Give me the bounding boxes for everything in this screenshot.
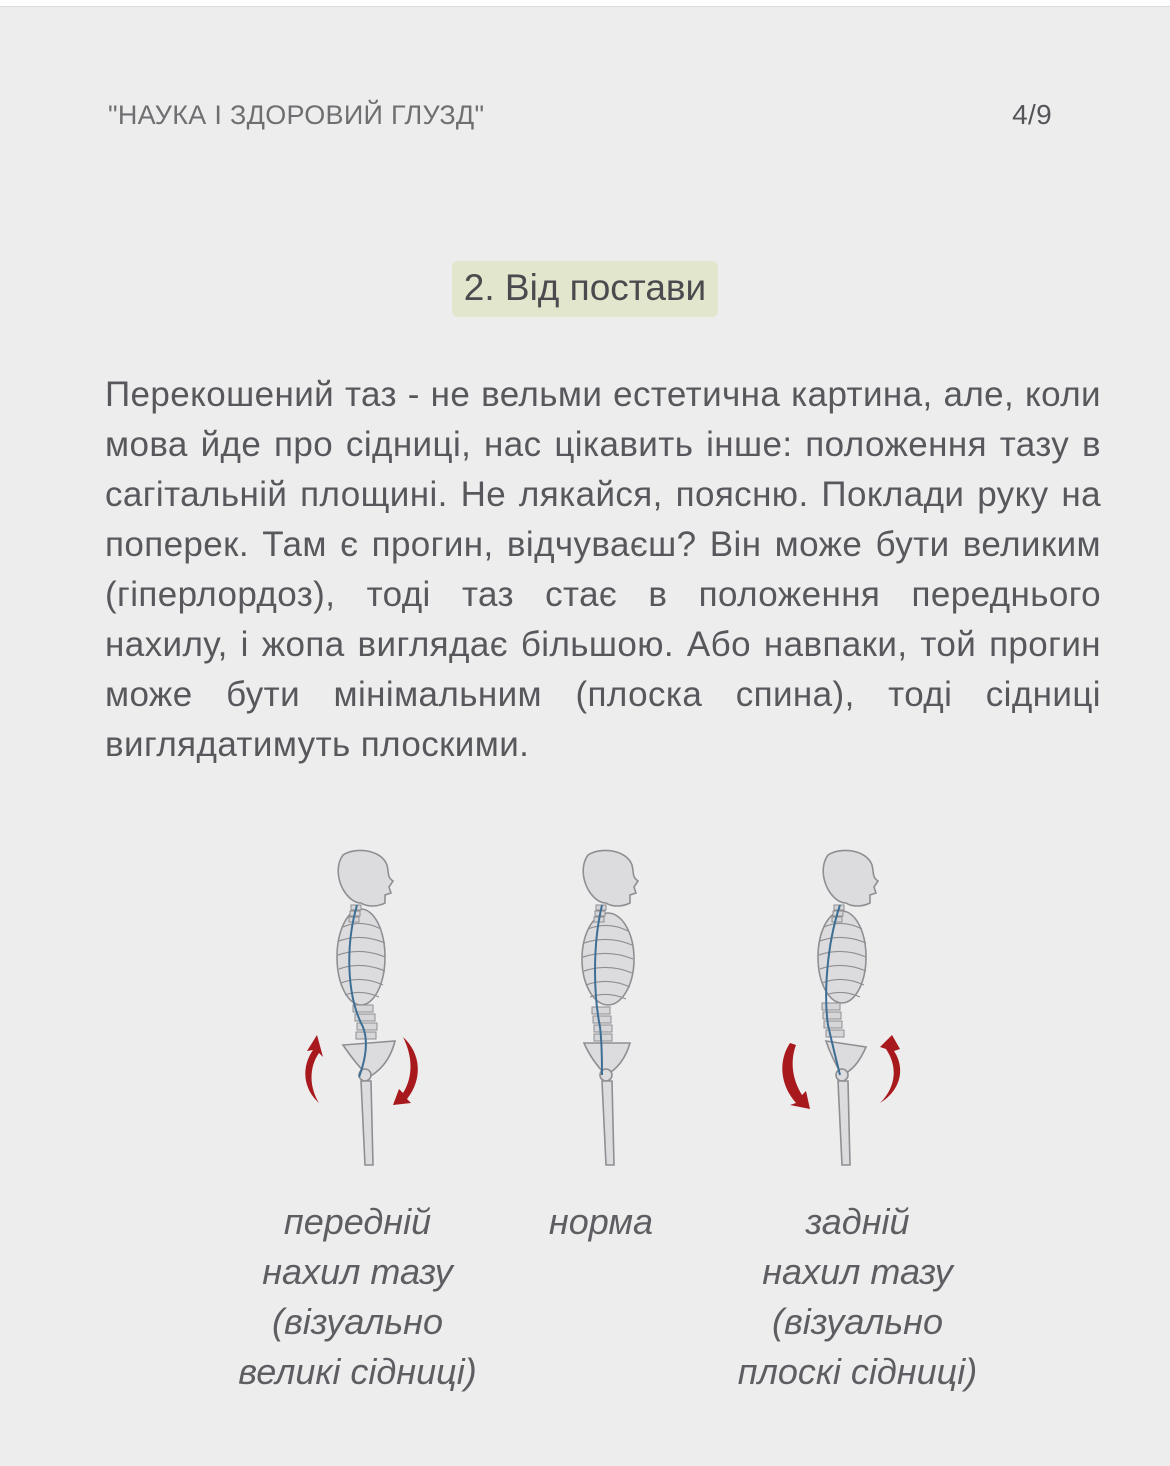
series-title: "НАУКА І ЗДОРОВИЙ ГЛУЗД" — [108, 99, 485, 130]
skeleton-posterior-tilt-figure — [770, 847, 920, 1177]
caption-line: передній — [283, 1201, 432, 1242]
caption-line: нахил тазу — [762, 1251, 953, 1292]
skeleton-normal-figure — [530, 847, 680, 1177]
caption-line: (візуально — [272, 1301, 443, 1342]
header — [108, 95, 1052, 135]
caption-posterior-tilt — [705, 1197, 1010, 1397]
caption-line: (візуально — [772, 1301, 943, 1342]
caption-line: плоскі сідниці) — [737, 1351, 978, 1392]
page-card — [0, 6, 1170, 1466]
caption-line: великі сідниці) — [238, 1351, 477, 1392]
skeleton-anterior-tilt-figure — [285, 847, 435, 1177]
posture-figures — [0, 847, 1170, 1187]
section-title-wrap — [0, 261, 1170, 317]
page-indicator: 4/9 — [1012, 99, 1052, 130]
caption-line: задній — [805, 1201, 910, 1242]
body-paragraph: Перекошений таз - не вельми естетична картина, але, коли мова йде про сідниці, нас цікавить інше: положення тазу в сагітальній площині. Не лякайся, поясню. Поклади руку на поперек. Там є прогин, відчуваєш? Він може бути великим (гіперлордоз), тоді таз стає в положення переднього нахилу, і жопа виглядає більшою. Або навпаки, той прогин може бути мінімальним (плоска спина), тоді сідниці виглядатимуть плоскими. — [105, 375, 1101, 764]
caption-line: нахил тазу — [262, 1251, 453, 1292]
section-title: 2. Від постави — [452, 261, 718, 317]
caption-normal — [525, 1197, 677, 1247]
caption-line: норма — [548, 1201, 654, 1242]
caption-anterior-tilt — [205, 1197, 510, 1397]
